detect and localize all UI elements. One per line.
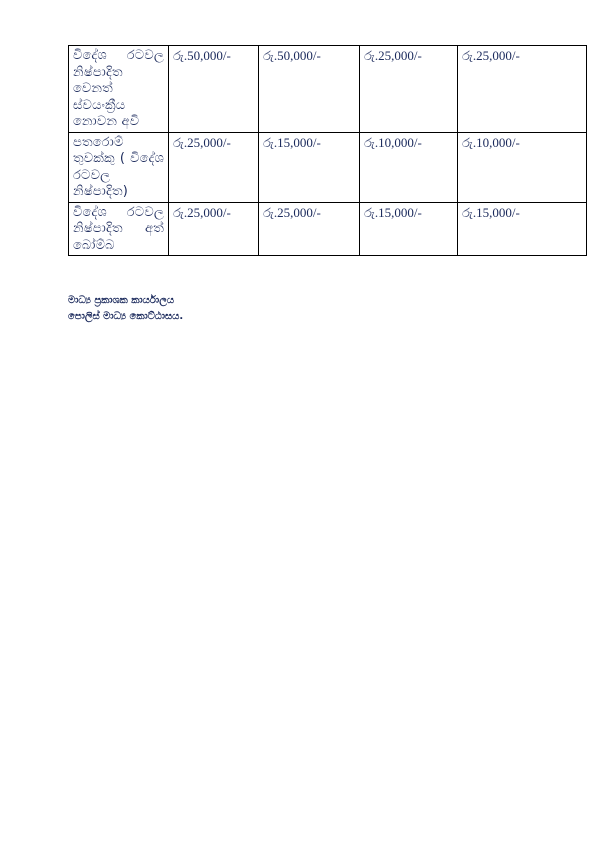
reward-amount-cell: රු.25,000/- [360,46,458,133]
signature-office-line: මාධ්‍ය ප්‍රකාශක කාර්යාලය [68,295,175,306]
table-row [69,132,587,202]
reward-amount-cell: රු.10,000/- [458,132,587,202]
weapon-description-cell: විදේශ රටවල නිෂ්පාදිත වෙනත් ස්වයංක්‍රීය නොවන අවි [69,46,169,133]
reward-amount-cell: රු.15,000/- [360,202,458,256]
reward-amount-cell: රු.50,000/- [169,46,259,133]
reward-amount-cell: රු.25,000/- [259,202,360,256]
signature-block [68,293,183,325]
reward-amount-cell: රු.25,000/- [458,46,587,133]
reward-amount-cell: රු.50,000/- [259,46,360,133]
weapon-description-cell: විදේශ රටවල නිෂ්පාදිත අත් බෝම්බ [69,202,169,256]
signature-division-line: පොලිස් මාධ්‍ය කොට්ඨාසය. [68,311,184,322]
table-row [69,46,587,133]
reward-amount-cell: රු.15,000/- [259,132,360,202]
weapon-description-cell: පතරොම් තුවක්කු ( විදේශ රටවල නිෂ්පාදිත) [69,132,169,202]
reward-amount-cell: රු.25,000/- [169,132,259,202]
table-row [69,202,587,256]
reward-amount-cell: රු.25,000/- [169,202,259,256]
reward-amount-cell: රු.10,000/- [360,132,458,202]
reward-amount-cell: රු.15,000/- [458,202,587,256]
reward-table [68,45,587,256]
